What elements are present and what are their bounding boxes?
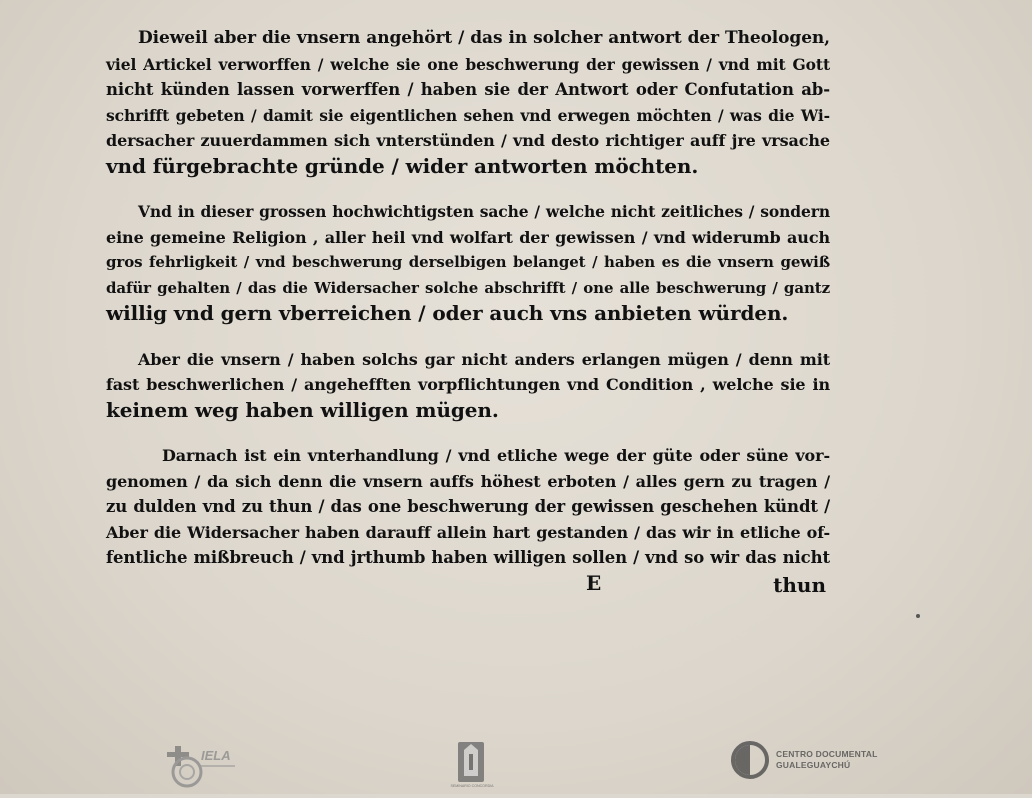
- iela-logo: [165, 740, 237, 794]
- signature-row: [106, 571, 830, 597]
- text-line: keinem weg haben willigen mügen.: [106, 397, 499, 422]
- svg-text:IELA: IELA: [201, 748, 231, 763]
- text-line: genomen / da sich denn die vnsern auffs höhest erboten / alles gern zu tragen /: [106, 471, 830, 491]
- seminario-logo-icon: [450, 740, 494, 794]
- text-line: Aber die Widersacher haben darauff allein hart gestanden / das wir in etliche of-: [106, 522, 830, 542]
- iela-logo-icon: [165, 740, 237, 790]
- footer-logos: [0, 740, 1032, 794]
- catchword: thun: [773, 572, 826, 597]
- text-line: vnd fürgebrachte gründe / wider antworten möchten.: [106, 153, 699, 178]
- text-line: Vnd in dieser grossen hochwichtigsten sache / welche nicht zeitliches / sondern: [138, 202, 830, 221]
- signature-mark: E: [586, 570, 602, 595]
- speck-mark: [916, 614, 920, 618]
- text-line: eine gemeine Religion , aller heil vnd wolfart der gewissen / vnd widerumb auch: [106, 227, 830, 247]
- paragraph-3: [106, 347, 830, 424]
- text-line: Aber die vnsern / haben solchs gar nicht anders erlangen mügen / denn mit: [138, 349, 830, 369]
- centro-documental-text: [776, 749, 877, 771]
- paragraph-2: [106, 199, 830, 327]
- text-line: viel Artickel verworffen / welche sie one beschwerung der gewissen / vnd mit Gott: [106, 54, 830, 74]
- centro-line-1: CENTRO DOCUMENTAL: [776, 749, 878, 759]
- text-line: schrifft gebeten / damit sie eigentlichen sehen vnd erwegen möchten / was die Wi-: [106, 105, 830, 125]
- paragraph-1: [106, 26, 830, 179]
- text-line: nicht künden lassen vorwerffen / haben sie der Antwort oder Confutation ab-: [106, 80, 830, 99]
- seminario-logo: [450, 740, 494, 798]
- centro-documental-icon: [730, 740, 770, 780]
- body-text: [106, 26, 830, 597]
- text-line: zu dulden vnd zu thun / das one beschwerung der gewissen geschehen kündt /: [106, 497, 830, 516]
- centro-documental-logo: [730, 740, 877, 780]
- text-line: fast beschwerlichen / angehefften vorpflichtungen vnd Condition , welche sie in: [106, 375, 830, 394]
- svg-text:SEMINARIO CONCORDIA: SEMINARIO CONCORDIA: [450, 784, 494, 788]
- text-line: willig vnd gern vberreichen / oder auch vns anbieten würden.: [106, 301, 789, 325]
- text-line: fentliche mißbreuch / vnd jrthumb haben willigen sollen / vnd so wir das nicht: [106, 548, 830, 567]
- paragraph-4: [106, 443, 830, 571]
- text-line: dafür gehalten / das die Widersacher solche abschrifft / one alle beschwerung / gantz: [106, 278, 830, 297]
- centro-line-2: GUALEGUAYCHÚ: [776, 760, 851, 770]
- text-line: gros fehrligkeit / vnd beschwerung derselbigen belanget / haben es die vnsern gewiß: [106, 253, 830, 271]
- text-line: Dieweil aber die vnsern angehört / das in solcher antwort der Theologen,: [138, 28, 830, 48]
- text-line: dersacher zuuerdammen sich vnterstünden / vnd desto richtiger auff jre vrsache: [106, 131, 830, 150]
- text-line: Darnach ist ein vnterhandlung / vnd etliche wege der güte oder süne vor-: [162, 446, 830, 465]
